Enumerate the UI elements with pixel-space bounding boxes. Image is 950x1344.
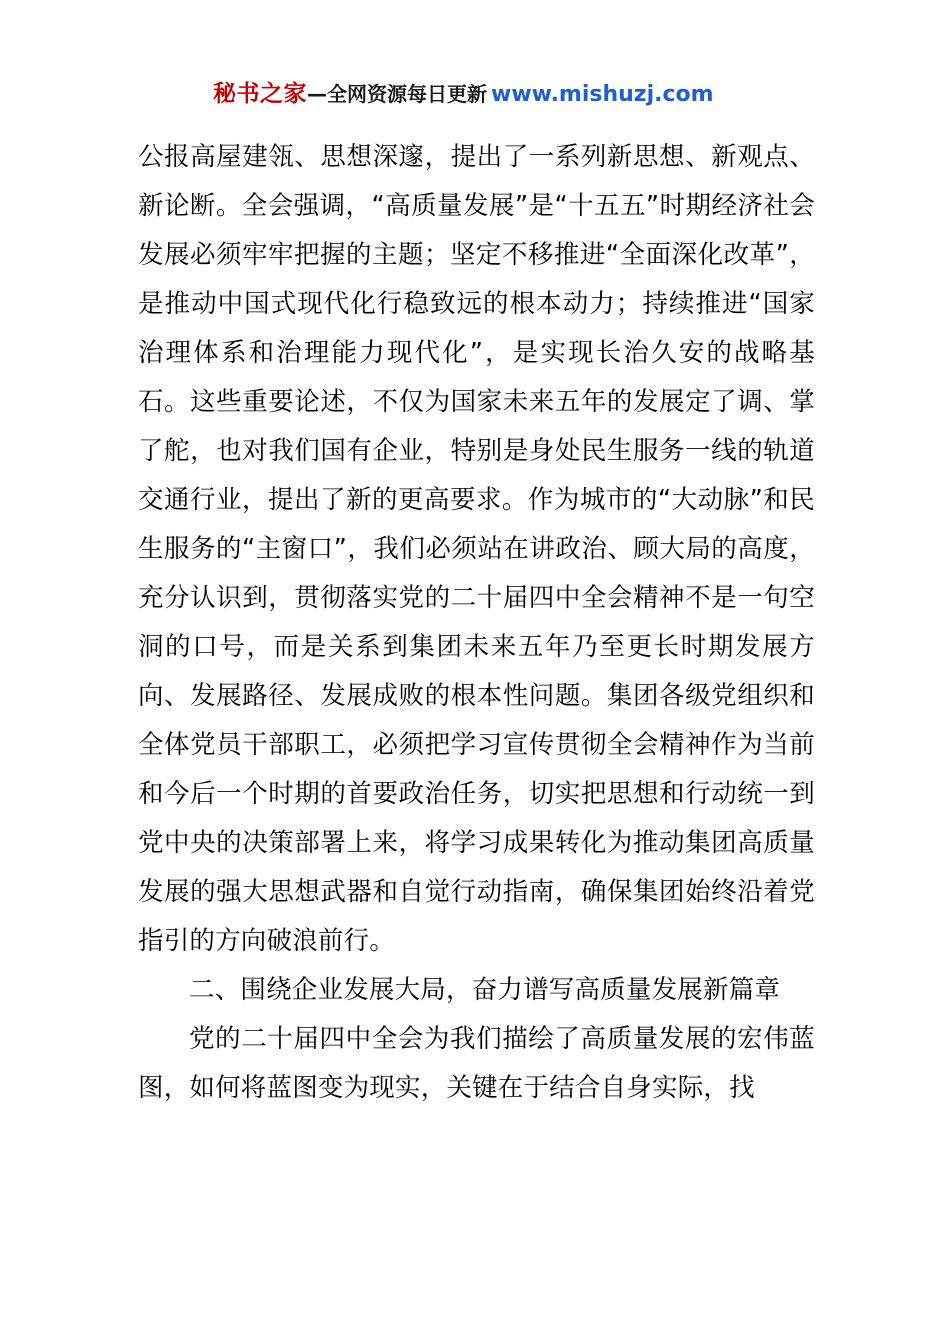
document-body — [138, 133, 815, 1113]
paragraph-1: 公报高屋建瓴、思想深邃，提出了一系列新思想、新观点、新论断。全会强调，“高质量发展”是“十五五”时期经济社会发展必须牢牢把握的主题；坚定不移推进“全面深化改革”，是推动中国式现代化行稳致远的根本动力；持续推进“国家治理体系和治理能力现代化”，是实现长治久安的战略基石。这些重要论述，不仅为国家未来五年的发展定了调、掌了舵，也对我们国有企业，特别是身处民生服务一线的轨道交通行业，提出了新的更高要求。作为城市的“大动脉”和民生服务的“主窗口”，我们必须站在讲政治、顾大局的高度，充分认识到，贯彻落实党的二十届四中全会精神不是一句空洞的口号，而是关系到集团未来五年乃至更长时期发展方向、发展路径、发展成败的根本性问题。集团各级党组织和全体党员干部职工，必须把学习宣传贯彻全会精神作为当前和今后一个时期的首要政治任务，切实把思想和行动统一到党中央的决策部署上来，将学习成果转化为推动集团高质量发展的强大思想武器和自觉行动指南，确保集团始终沿着党指引的方向破浪前行。 — [138, 141, 815, 956]
paragraph-3: 党的二十届四中全会为我们描绘了高质量发展的宏伟蓝图，如何将蓝图变为现实，关键在于结合自身实际，找 — [138, 1023, 815, 1103]
site-brand-name: 秘书之家 — [213, 81, 307, 107]
site-watermark-header — [213, 78, 815, 111]
section-heading-2: 二、围绕企业发展大局，奋力谱写高质量发展新篇章 — [189, 974, 781, 1005]
site-url[interactable]: www.mishuzj.com — [491, 82, 714, 107]
site-tagline: —全网资源每日更新 — [307, 82, 487, 106]
